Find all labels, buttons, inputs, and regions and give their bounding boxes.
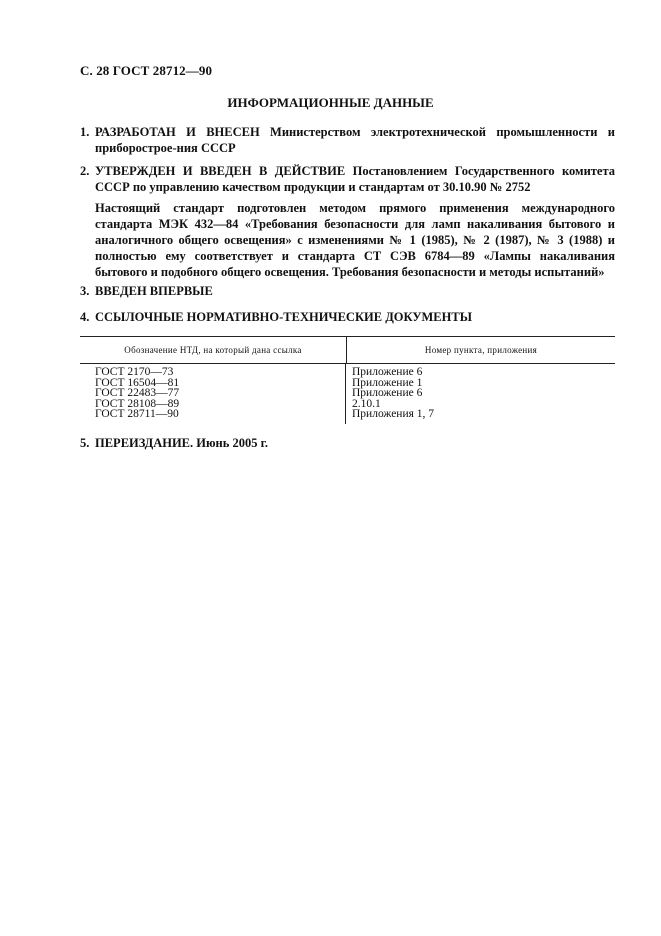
column-header-document: Обозначение НТД, на который дана ссылка bbox=[80, 337, 347, 363]
info-item-4 bbox=[80, 309, 615, 325]
references-table bbox=[80, 336, 615, 424]
item-text: Министерством электротехнической промышленности и приборострое-ния СССР bbox=[95, 125, 615, 155]
table-cell: ГОСТ 28108—89 bbox=[95, 397, 180, 410]
table-header bbox=[80, 336, 615, 364]
table-cell: Приложение 6 bbox=[352, 387, 423, 399]
table-cell: ГОСТ 22483—77 bbox=[95, 387, 180, 399]
item-number: 5. bbox=[80, 436, 90, 450]
item-number: 1. bbox=[80, 125, 90, 139]
info-item-1 bbox=[80, 124, 615, 156]
table-cell: ГОСТ 28711—90 bbox=[95, 408, 179, 420]
item-number: 3. bbox=[80, 284, 90, 298]
table-cell: Приложения 1, 7 bbox=[352, 408, 435, 420]
document-title: ИНФОРМАЦИОННЫЕ ДАННЫЕ bbox=[227, 95, 434, 110]
info-item-3 bbox=[80, 283, 615, 299]
table-cell: 2.10.1 bbox=[352, 397, 381, 410]
item-text: ПЕРЕИЗДАНИЕ. Июнь 2005 г. bbox=[95, 436, 268, 450]
page-header: С. 28 ГОСТ 28712—90 bbox=[80, 63, 213, 78]
table-body bbox=[80, 364, 615, 424]
table-cell: Приложение 6 bbox=[352, 366, 423, 378]
document-column bbox=[80, 364, 346, 424]
column-header-clause: Номер пункта, приложения bbox=[424, 345, 538, 355]
item-number: 4. bbox=[80, 310, 90, 324]
item-lead: УТВЕРЖДЕН И ВВЕДЕН В ДЕЙСТВИЕ bbox=[95, 164, 346, 178]
table-cell: ГОСТ 2170—73 bbox=[95, 366, 174, 378]
item-number: 2. bbox=[80, 164, 90, 178]
standard-note-paragraph: Настоящий стандарт подготовлен методом прямого применения международного стандарта МЭК 432—84 «Требования безопасности для ламп накаливания бытового и аналогичного общего освещения» с изменениями № 1 (1985), № 2 (1987), № 3 (1988) и полностью ему соответствует и стандарта СТ СЭВ 6784—89 «Лампы накаливания бытового и подобного общего освещения. Требования безопасности и методы испытаний» bbox=[95, 201, 615, 279]
info-item-2 bbox=[80, 163, 615, 195]
item-lead: РАЗРАБОТАН И ВНЕСЕН bbox=[95, 125, 260, 139]
item-text: ССЫЛОЧНЫЕ НОРМАТИВНО-ТЕХНИЧЕСКИЕ ДОКУМЕНТЫ bbox=[95, 310, 472, 324]
item-text: Постановлением Государственного комитета СССР по управлению качеством продукции и стандартам от 30.10.90 № 2752 bbox=[95, 164, 616, 194]
table-cell: Приложение 1 bbox=[352, 376, 423, 389]
table-cell: ГОСТ 16504—81 bbox=[95, 376, 180, 389]
clause-column bbox=[346, 364, 615, 424]
info-item-5 bbox=[80, 435, 615, 451]
item-text: ВВЕДЕН ВПЕРВЫЕ bbox=[95, 284, 213, 298]
